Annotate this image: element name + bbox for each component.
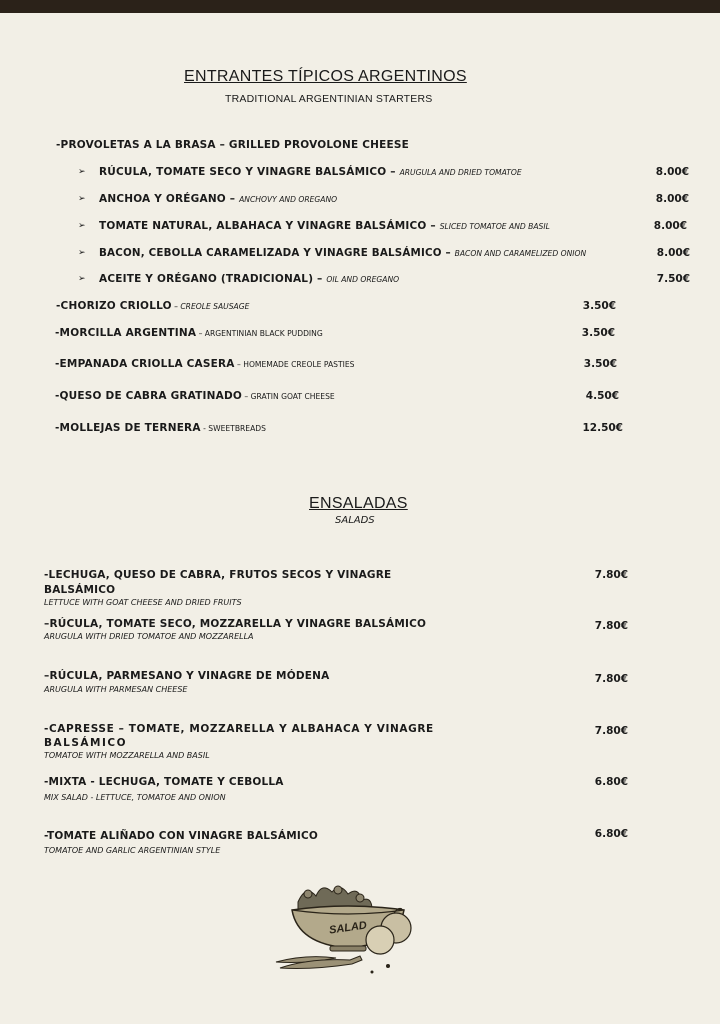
salad-translation: TOMATOE AND GARLIC ARGENTINIAN STYLE	[44, 846, 221, 855]
top-bar	[0, 0, 720, 13]
item-translation: – HOMEMADE CREOLE PASTIES	[234, 360, 355, 369]
item-name: ANCHOA Y ORÉGANO –	[99, 193, 240, 205]
list-item	[55, 358, 355, 370]
item-translation: SLICED TOMATOE AND BASIL	[439, 222, 550, 231]
item-price: 4.50€	[585, 390, 619, 402]
item-price: 3.50€	[582, 300, 616, 312]
item-price: 8.00€	[655, 193, 689, 205]
item-translation: – CREOLE SAUSAGE	[171, 302, 250, 311]
item-price: 3.50€	[581, 327, 615, 339]
provoletas-heading: -PROVOLETAS A LA BRASA – GRILLED PROVOLONE CHEESE	[56, 139, 409, 151]
list-item	[99, 166, 522, 178]
salad-name-line1: -MIXTA - LECHUGA, TOMATE Y CEBOLLA	[44, 776, 284, 788]
item-name: ACEITE Y ORÉGANO (TRADICIONAL) –	[99, 273, 327, 285]
item-name: RÚCULA, TOMATE SECO Y VINAGRE BALSÁMICO –	[99, 166, 400, 178]
item-translation: ANCHOVY AND OREGANO	[239, 195, 338, 204]
salad-name-line1: –RÚCULA, TOMATE SECO, MOZZARELLA Y VINAGRE BALSÁMICO	[44, 618, 427, 630]
bullet-arrow-icon: ➢	[78, 248, 86, 258]
item-name: -MOLLEJAS DE TERNERA	[55, 422, 201, 434]
item-price: 6.80€	[594, 776, 628, 788]
list-item	[55, 422, 266, 434]
item-translation: BACON AND CARAMELIZED ONION	[454, 249, 587, 258]
item-name: -EMPANADA CRIOLLA CASERA	[55, 358, 235, 370]
bullet-arrow-icon: ➢	[78, 274, 86, 284]
item-price: 8.00€	[655, 166, 689, 178]
salad-name-line1: -CAPRESSE – TOMATE, MOZZARELLA Y ALBAHACA Y VINAGRE	[44, 723, 434, 735]
item-price: 12.50€	[582, 422, 623, 434]
item-price: 8.00€	[653, 220, 687, 232]
item-price: 7.80€	[594, 620, 628, 632]
list-item	[55, 327, 323, 339]
salad-translation: ARUGULA WITH PARMESAN CHEESE	[44, 685, 188, 694]
list-item	[99, 220, 550, 232]
salads-title: ENSALADAS	[309, 495, 408, 512]
item-name: -QUESO DE CABRA GRATINADO	[55, 390, 243, 402]
item-price: 7.80€	[594, 673, 628, 685]
item-translation: – GRATIN GOAT CHEESE	[242, 392, 335, 401]
item-price: 6.80€	[594, 828, 628, 840]
item-name: -MORCILLA ARGENTINA	[55, 327, 197, 339]
item-translation: ARUGULA AND DRIED TOMATOE	[399, 168, 522, 177]
salad-translation: ARUGULA WITH DRIED TOMATOE AND MOZZARELLA	[44, 632, 254, 641]
list-item	[55, 390, 335, 402]
item-price: 7.80€	[594, 725, 628, 737]
salad-name-line1: -LECHUGA, QUESO DE CABRA, FRUTOS SECOS Y VINAGRE	[44, 569, 392, 581]
item-price: 7.80€	[594, 569, 628, 581]
salad-translation: LETTUCE WITH GOAT CHEESE AND DRIED FRUITS	[44, 598, 242, 607]
list-item	[99, 247, 586, 259]
item-name: TOMATE NATURAL, ALBAHACA Y VINAGRE BALSÁMICO –	[99, 220, 440, 232]
salad-bowl-icon	[268, 880, 423, 980]
item-translation: OIL AND OREGANO	[326, 275, 400, 284]
item-name: BACON, CEBOLLA CARAMELIZADA Y VINAGRE BALSÁMICO –	[99, 247, 455, 259]
list-item	[99, 193, 337, 205]
salad-translation: TOMATOE WITH MOZZARELLA AND BASIL	[44, 751, 210, 760]
item-translation: - SWEETBREADS	[200, 424, 266, 433]
salad-name-line1: -TOMATE ALIÑADO CON VINAGRE BALSÁMICO	[44, 830, 319, 842]
salad-bowl-label: SALAD	[328, 919, 368, 937]
bullet-arrow-icon: ➢	[78, 167, 86, 177]
salad-name-line1: –RÚCULA, PARMESANO Y VINAGRE DE MÓDENA	[44, 670, 330, 682]
salad-name-line2: BALSÁMICO	[44, 584, 116, 596]
salad-translation: MIX SALAD - LETTUCE, TOMATOE AND ONION	[44, 793, 226, 802]
item-name: -CHORIZO CRIOLLO	[56, 300, 172, 312]
starters-subtitle: TRADITIONAL ARGENTINIAN STARTERS	[225, 93, 433, 105]
salads-subtitle: SALADS	[335, 515, 375, 526]
bullet-arrow-icon: ➢	[78, 194, 86, 204]
item-price: 7.50€	[656, 273, 690, 285]
item-translation: – ARGENTINIAN BLACK PUDDING	[196, 329, 323, 338]
starters-title: ENTRANTES TÍPICOS ARGENTINOS	[184, 68, 467, 85]
bullet-arrow-icon: ➢	[78, 221, 86, 231]
item-price: 8.00€	[656, 247, 690, 259]
salad-name-line2: BALSÁMICO	[44, 737, 127, 749]
item-price: 3.50€	[583, 358, 617, 370]
list-item	[99, 273, 399, 285]
list-item	[56, 300, 249, 312]
